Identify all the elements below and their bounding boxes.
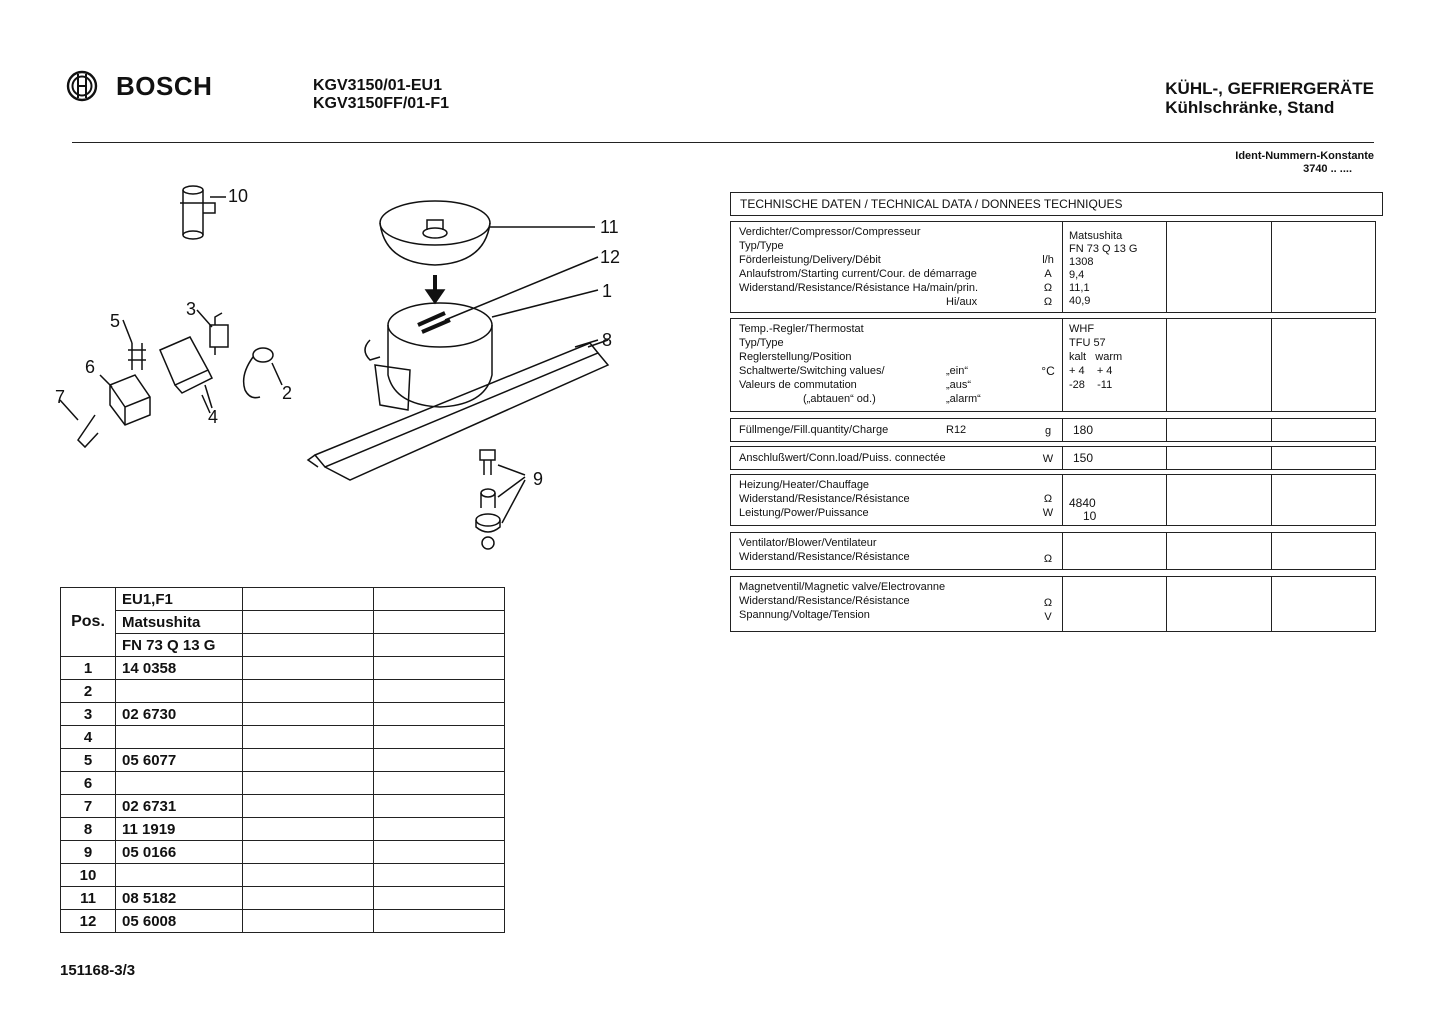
part-6-terminal-block — [110, 375, 150, 425]
pos-header: Pos. — [61, 588, 116, 657]
brand-logo — [66, 70, 212, 102]
row-sublabel: Hi/aux — [946, 296, 978, 308]
callout-label: 10 — [228, 186, 249, 206]
header-divider — [72, 142, 1374, 143]
value: FN 73 Q 13 G — [1069, 243, 1138, 255]
product-category — [1165, 79, 1374, 117]
row-label: Anschlußwert/Conn.load/Puiss. connectée — [739, 452, 946, 464]
tech-thermostat — [730, 318, 1376, 412]
row-pos: 12 — [61, 910, 116, 933]
part-8-mounting-rail — [308, 340, 608, 480]
part-number — [116, 680, 243, 703]
row-pos: 8 — [61, 818, 116, 841]
tech-data-title: TECHNISCHE DATEN / TECHNICAL DATA / DONNEES TECHNIQUES — [730, 192, 1383, 216]
table-row — [61, 772, 505, 795]
value: 11,1 — [1069, 282, 1090, 294]
callout-label: 11 — [600, 217, 619, 237]
refrigerant: R12 — [946, 424, 967, 436]
part-11-drip-tray — [380, 201, 595, 265]
unit: g — [1044, 425, 1052, 437]
unit: W — [1042, 453, 1054, 465]
part-9-fasteners — [476, 450, 525, 549]
unit: Ω — [1043, 597, 1053, 609]
callout-label: 9 — [533, 469, 544, 489]
row-label: Temp.-Regler/Thermostat — [739, 323, 864, 335]
value: 40,9 — [1069, 295, 1091, 307]
table-row — [61, 841, 505, 864]
parts-table — [60, 587, 505, 933]
row-label: Füllmenge/Fill.quantity/Charge — [739, 424, 889, 436]
value: TFU 57 — [1069, 337, 1106, 349]
unit: Ω — [1043, 282, 1053, 294]
table-header-row — [61, 634, 505, 657]
table-row — [61, 726, 505, 749]
row-label: Ventilator/Blower/Ventilateur — [739, 537, 877, 549]
value: kalt warm — [1069, 351, 1123, 363]
part-10-capacitor — [180, 186, 226, 239]
row-label: („abtauen“ od.) — [803, 393, 876, 405]
callout-label: 1 — [602, 281, 613, 301]
row-label: Widerstand/Resistance/Résistance Ha/main/prin. — [739, 282, 979, 294]
ident-label: Ident-Nummern-Konstante — [1235, 150, 1374, 162]
value: 4840 — [1069, 496, 1096, 510]
row-label: Verdichter/Compressor/Compresseur — [739, 226, 921, 238]
tech-compressor — [730, 221, 1376, 313]
row-pos: 1 — [61, 657, 116, 680]
callout-label: 5 — [110, 311, 121, 331]
row-label: Widerstand/Resistance/Résistance — [739, 595, 910, 607]
row-label: Anlaufstrom/Starting current/Cour. de démarrage — [739, 268, 977, 280]
table-row — [61, 749, 505, 772]
unit: Ω — [1043, 296, 1053, 308]
tech-magnetic-valve — [730, 576, 1376, 632]
value: 10 — [1083, 509, 1097, 523]
value: 180 — [1063, 419, 1167, 441]
ident-value: 3740 .. .... — [1303, 163, 1352, 175]
row-label: Widerstand/Resistance/Résistance — [739, 493, 910, 505]
table-row — [61, 864, 505, 887]
unit: Ω — [1043, 493, 1053, 505]
part-3-relay — [210, 313, 228, 355]
callout-label: 3 — [186, 299, 197, 319]
callout-label: 12 — [600, 247, 621, 267]
bosch-armature-icon — [66, 70, 98, 102]
category-line: KÜHL-, GEFRIERGERÄTE — [1165, 79, 1374, 98]
row-pos: 10 — [61, 864, 116, 887]
row-label: Förderleistung/Delivery/Débit — [739, 254, 881, 266]
callout-label: 6 — [85, 357, 96, 377]
switch-state: „ein“ — [946, 365, 969, 377]
table-row — [61, 680, 505, 703]
row-pos: 3 — [61, 703, 116, 726]
row-label: Spannung/Voltage/Tension — [739, 609, 870, 621]
part-number: 14 0358 — [116, 657, 243, 680]
part-number: 08 5182 — [116, 887, 243, 910]
value: 9,4 — [1069, 269, 1085, 281]
part-number: 05 0166 — [116, 841, 243, 864]
table-row — [61, 795, 505, 818]
model-number: KGV3150/01-EU1 — [313, 77, 442, 94]
part-number: 05 6008 — [116, 910, 243, 933]
table-row — [61, 818, 505, 841]
row-label: Valeurs de commutation — [739, 379, 857, 391]
value: + 4 + 4 — [1069, 365, 1113, 377]
callout-label: 8 — [602, 330, 613, 350]
row-pos: 4 — [61, 726, 116, 749]
category-line: Kühlschränke, Stand — [1165, 98, 1335, 117]
unit: l/h — [1042, 254, 1054, 266]
row-label: Heizung/Heater/Chauffage — [739, 479, 870, 491]
row-pos: 7 — [61, 795, 116, 818]
row-pos: 9 — [61, 841, 116, 864]
part-4-cover — [160, 337, 212, 408]
callout-label: 7 — [55, 387, 66, 407]
value: WHF — [1069, 323, 1095, 335]
row-label: Widerstand/Resistance/Résistance — [739, 551, 910, 563]
value: 150 — [1063, 447, 1167, 469]
table-row — [61, 657, 505, 680]
table-row — [61, 910, 505, 933]
value: Matsushita — [1069, 230, 1123, 242]
part-number — [116, 726, 243, 749]
unit: A — [1044, 268, 1052, 280]
document-number: 151168-3/3 — [60, 962, 136, 979]
manufacturer-header: Matsushita — [116, 611, 243, 634]
row-label: Reglerstellung/Position — [739, 351, 852, 363]
table-row — [61, 887, 505, 910]
part-5-clip — [128, 343, 146, 370]
model-number: KGV3150FF/01-F1 — [313, 95, 450, 112]
variant-header: EU1,F1 — [116, 588, 243, 611]
part-number: 05 6077 — [116, 749, 243, 772]
part-number: 11 1919 — [116, 818, 243, 841]
tech-connected-load — [730, 446, 1376, 470]
callout-label: 4 — [208, 407, 219, 427]
part-2-cap — [244, 348, 273, 398]
row-label: Magnetventil/Magnetic valve/Electrovanne — [739, 581, 946, 593]
row-pos: 11 — [61, 887, 116, 910]
unit: W — [1042, 507, 1054, 519]
unit: V — [1044, 611, 1052, 623]
switch-state: „aus“ — [946, 379, 972, 391]
row-label: Typ/Type — [739, 240, 784, 252]
row-pos: 2 — [61, 680, 116, 703]
row-pos: 5 — [61, 749, 116, 772]
unit: °C — [1041, 364, 1055, 378]
part-number — [116, 864, 243, 887]
ident-constant — [1235, 150, 1374, 176]
part-7-bracket — [78, 415, 98, 447]
tech-charge — [730, 418, 1376, 442]
table-header-row — [61, 611, 505, 634]
table-header-row — [61, 588, 505, 611]
unit: Ω — [1043, 553, 1053, 565]
compressor-type-header: FN 73 Q 13 G — [116, 634, 243, 657]
value: 1308 — [1069, 256, 1094, 268]
tech-blower — [730, 532, 1376, 570]
callout-label: 2 — [282, 383, 293, 403]
row-pos: 6 — [61, 772, 116, 795]
row-label: Typ/Type — [739, 337, 784, 349]
part-number: 02 6731 — [116, 795, 243, 818]
exploded-parts-diagram — [50, 175, 650, 560]
value: -28 -11 — [1069, 379, 1113, 391]
table-row — [61, 703, 505, 726]
part-number: 02 6730 — [116, 703, 243, 726]
switch-state: „alarm“ — [946, 393, 981, 405]
row-label: Leistung/Power/Puissance — [739, 507, 869, 519]
part-number — [116, 772, 243, 795]
brand-name: BOSCH — [116, 70, 213, 101]
model-numbers — [313, 77, 449, 113]
row-label: Schaltwerte/Switching values/ — [739, 365, 885, 377]
tech-heater — [730, 474, 1376, 526]
